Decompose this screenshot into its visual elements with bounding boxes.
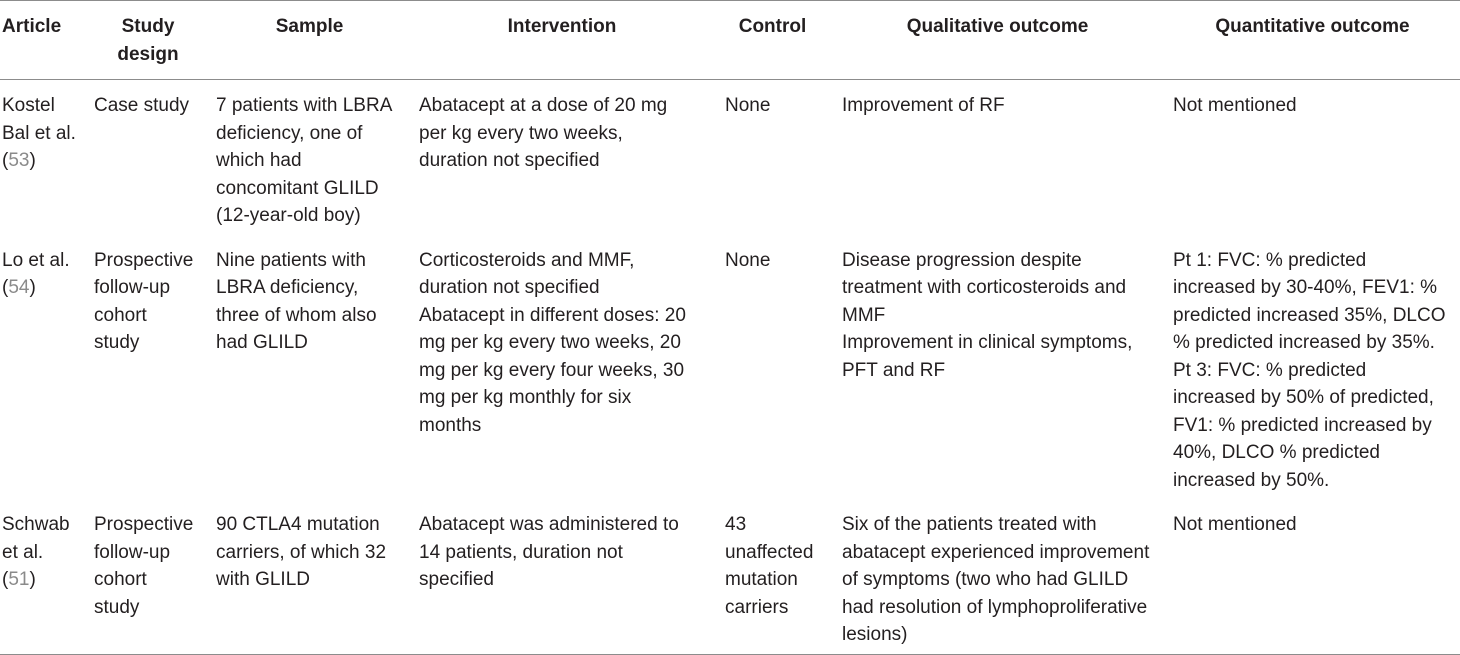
cell-line: specified xyxy=(419,569,494,590)
cell-line: (12-year-old boy) xyxy=(216,205,361,226)
citation-link[interactable]: 51 xyxy=(8,569,30,590)
cell-line: 7 patients with LBRA xyxy=(216,95,393,116)
cell-line: mg per kg every two weeks, 20 xyxy=(419,332,681,353)
cell-line: increased by 50% of predicted, xyxy=(1173,387,1434,408)
cell-line: MMF xyxy=(842,304,886,326)
table-body xyxy=(0,80,1460,655)
cell-line: three of whom also xyxy=(216,304,377,326)
header-line: Sample xyxy=(275,16,344,37)
cell-line: of symptoms (two who had GLILD xyxy=(842,569,1129,590)
cell-line: Bal et al. xyxy=(2,122,76,144)
cell-line: Pt 1: FVC: % predicted xyxy=(1173,249,1367,271)
cell-control xyxy=(715,80,830,235)
cell-line: follow-up xyxy=(94,277,171,298)
cell-line: mutation xyxy=(725,569,798,590)
cell-sample xyxy=(210,499,409,654)
cell-line: with GLILD xyxy=(216,569,310,590)
cell-intervention xyxy=(409,499,715,654)
cell-line: mg per kg monthly for six xyxy=(419,387,632,408)
cell-line: carriers, of which 32 xyxy=(216,541,387,563)
cell-line: treatment with corticosteroids and xyxy=(842,277,1127,298)
cell-line: et al. xyxy=(2,541,44,563)
cell-line: increased by 50%. xyxy=(1173,469,1330,491)
cell-line: Prospective xyxy=(94,514,194,535)
cell-quantitative-outcome xyxy=(1165,499,1460,654)
cell-article xyxy=(0,80,86,235)
cell-line: Case study xyxy=(94,95,190,116)
cell-line: Lo et al. xyxy=(2,249,70,271)
cell-line: duration not specified xyxy=(419,150,600,171)
cell-intervention xyxy=(409,235,715,500)
cell-line: Abatacept in different doses: 20 xyxy=(419,304,686,326)
cell-line: LBRA deficiency, xyxy=(216,277,359,298)
header-article xyxy=(0,1,86,80)
cell-quantitative-outcome xyxy=(1165,235,1460,500)
header-line: Qualitative outcome xyxy=(906,16,1089,37)
cell-study-design xyxy=(86,80,210,235)
citation-link[interactable]: 54 xyxy=(8,277,30,298)
cell-line: FV1: % predicted increased by xyxy=(1173,414,1432,436)
cell-line: cohort xyxy=(94,304,147,326)
table-row xyxy=(0,80,1460,235)
header-line: design xyxy=(117,43,179,65)
cell-article xyxy=(0,235,86,500)
cell-line: which had xyxy=(216,150,302,171)
cell-line: cohort xyxy=(94,569,147,590)
cell-line: study xyxy=(94,332,140,353)
cell-quantitative-outcome xyxy=(1165,80,1460,235)
cell-line: PFT and RF xyxy=(842,359,946,381)
cell-line: concomitant GLILD xyxy=(216,177,379,199)
cell-sample xyxy=(210,80,409,235)
cell-article xyxy=(0,499,86,654)
cell-control xyxy=(715,499,830,654)
header-line: Control xyxy=(738,16,807,37)
cell-line: months xyxy=(419,414,482,436)
cell-qualitative-outcome xyxy=(830,80,1165,235)
header-line: Quantitative outcome xyxy=(1215,16,1410,37)
table-row xyxy=(0,235,1460,500)
header-control xyxy=(715,1,830,80)
cell-line: mg per kg every four weeks, 30 xyxy=(419,359,685,381)
cell-line: Corticosteroids and MMF, xyxy=(419,249,635,271)
cell-study-design xyxy=(86,235,210,500)
header-intervention xyxy=(409,1,715,80)
table-row xyxy=(0,499,1460,654)
cell-line: study xyxy=(94,596,140,618)
header-line: Intervention xyxy=(507,16,617,37)
cell-line: increased by 30-40%, FEV1: % xyxy=(1173,277,1438,298)
cell-study-design xyxy=(86,499,210,654)
cell-line: Pt 3: FVC: % predicted xyxy=(1173,359,1367,381)
cell-line: 90 CTLA4 mutation xyxy=(216,514,380,535)
cell-line: Not mentioned xyxy=(1173,95,1297,116)
cell-line: 14 patients, duration not xyxy=(419,541,623,563)
cell-line: had GLILD xyxy=(216,332,308,353)
cell-line: Improvement in clinical symptoms, xyxy=(842,332,1133,353)
cell-line: Six of the patients treated with xyxy=(842,514,1097,535)
cell-intervention xyxy=(409,80,715,235)
cell-sample xyxy=(210,235,409,500)
header-row xyxy=(0,1,1460,80)
cell-line: Abatacept was administered to xyxy=(419,514,679,535)
citation-link[interactable]: 53 xyxy=(8,150,30,171)
cell-line: per kg every two weeks, xyxy=(419,122,623,144)
cell-line: Nine patients with xyxy=(216,249,366,271)
cell-line: None xyxy=(725,249,771,271)
cell-line: deficiency, one of xyxy=(216,122,363,144)
cell-line: follow-up xyxy=(94,541,171,563)
cell-qualitative-outcome xyxy=(830,235,1165,500)
header-study-design xyxy=(86,1,210,80)
header-sample xyxy=(210,1,409,80)
cell-line: Prospective xyxy=(94,249,194,271)
cell-line: Improvement of RF xyxy=(842,95,1005,116)
cell-line: Kostel xyxy=(2,95,55,116)
cell-control xyxy=(715,235,830,500)
cell-line: Abatacept at a dose of 20 mg xyxy=(419,95,668,116)
cell-line: % predicted increased by 35%. xyxy=(1173,332,1435,353)
citation-line: (53) xyxy=(2,150,36,171)
header-line: Study xyxy=(121,16,175,37)
cell-line: Not mentioned xyxy=(1173,514,1297,535)
cell-line: had resolution of lymphoproliferative xyxy=(842,596,1148,618)
cell-qualitative-outcome xyxy=(830,499,1165,654)
cell-line: carriers xyxy=(725,596,789,618)
cell-line: abatacept experienced improvement xyxy=(842,541,1150,563)
cell-line: unaffected xyxy=(725,541,814,563)
table-header xyxy=(0,1,1460,80)
cell-line: lesions) xyxy=(842,624,908,645)
header-line: Article xyxy=(2,16,62,37)
header-qualitative-outcome xyxy=(830,1,1165,80)
header-quantitative-outcome xyxy=(1165,1,1460,80)
cell-line: Disease progression despite xyxy=(842,249,1082,271)
cell-line: 43 xyxy=(725,514,747,535)
cell-line: None xyxy=(725,95,771,116)
cell-line: duration not specified xyxy=(419,277,600,298)
citation-line: (51) xyxy=(2,569,36,590)
citation-line: (54) xyxy=(2,277,36,298)
cell-line: 40%, DLCO % predicted xyxy=(1173,442,1380,463)
cell-line: predicted increased 35%, DLCO xyxy=(1173,304,1446,326)
cell-line: Schwab xyxy=(2,514,70,535)
